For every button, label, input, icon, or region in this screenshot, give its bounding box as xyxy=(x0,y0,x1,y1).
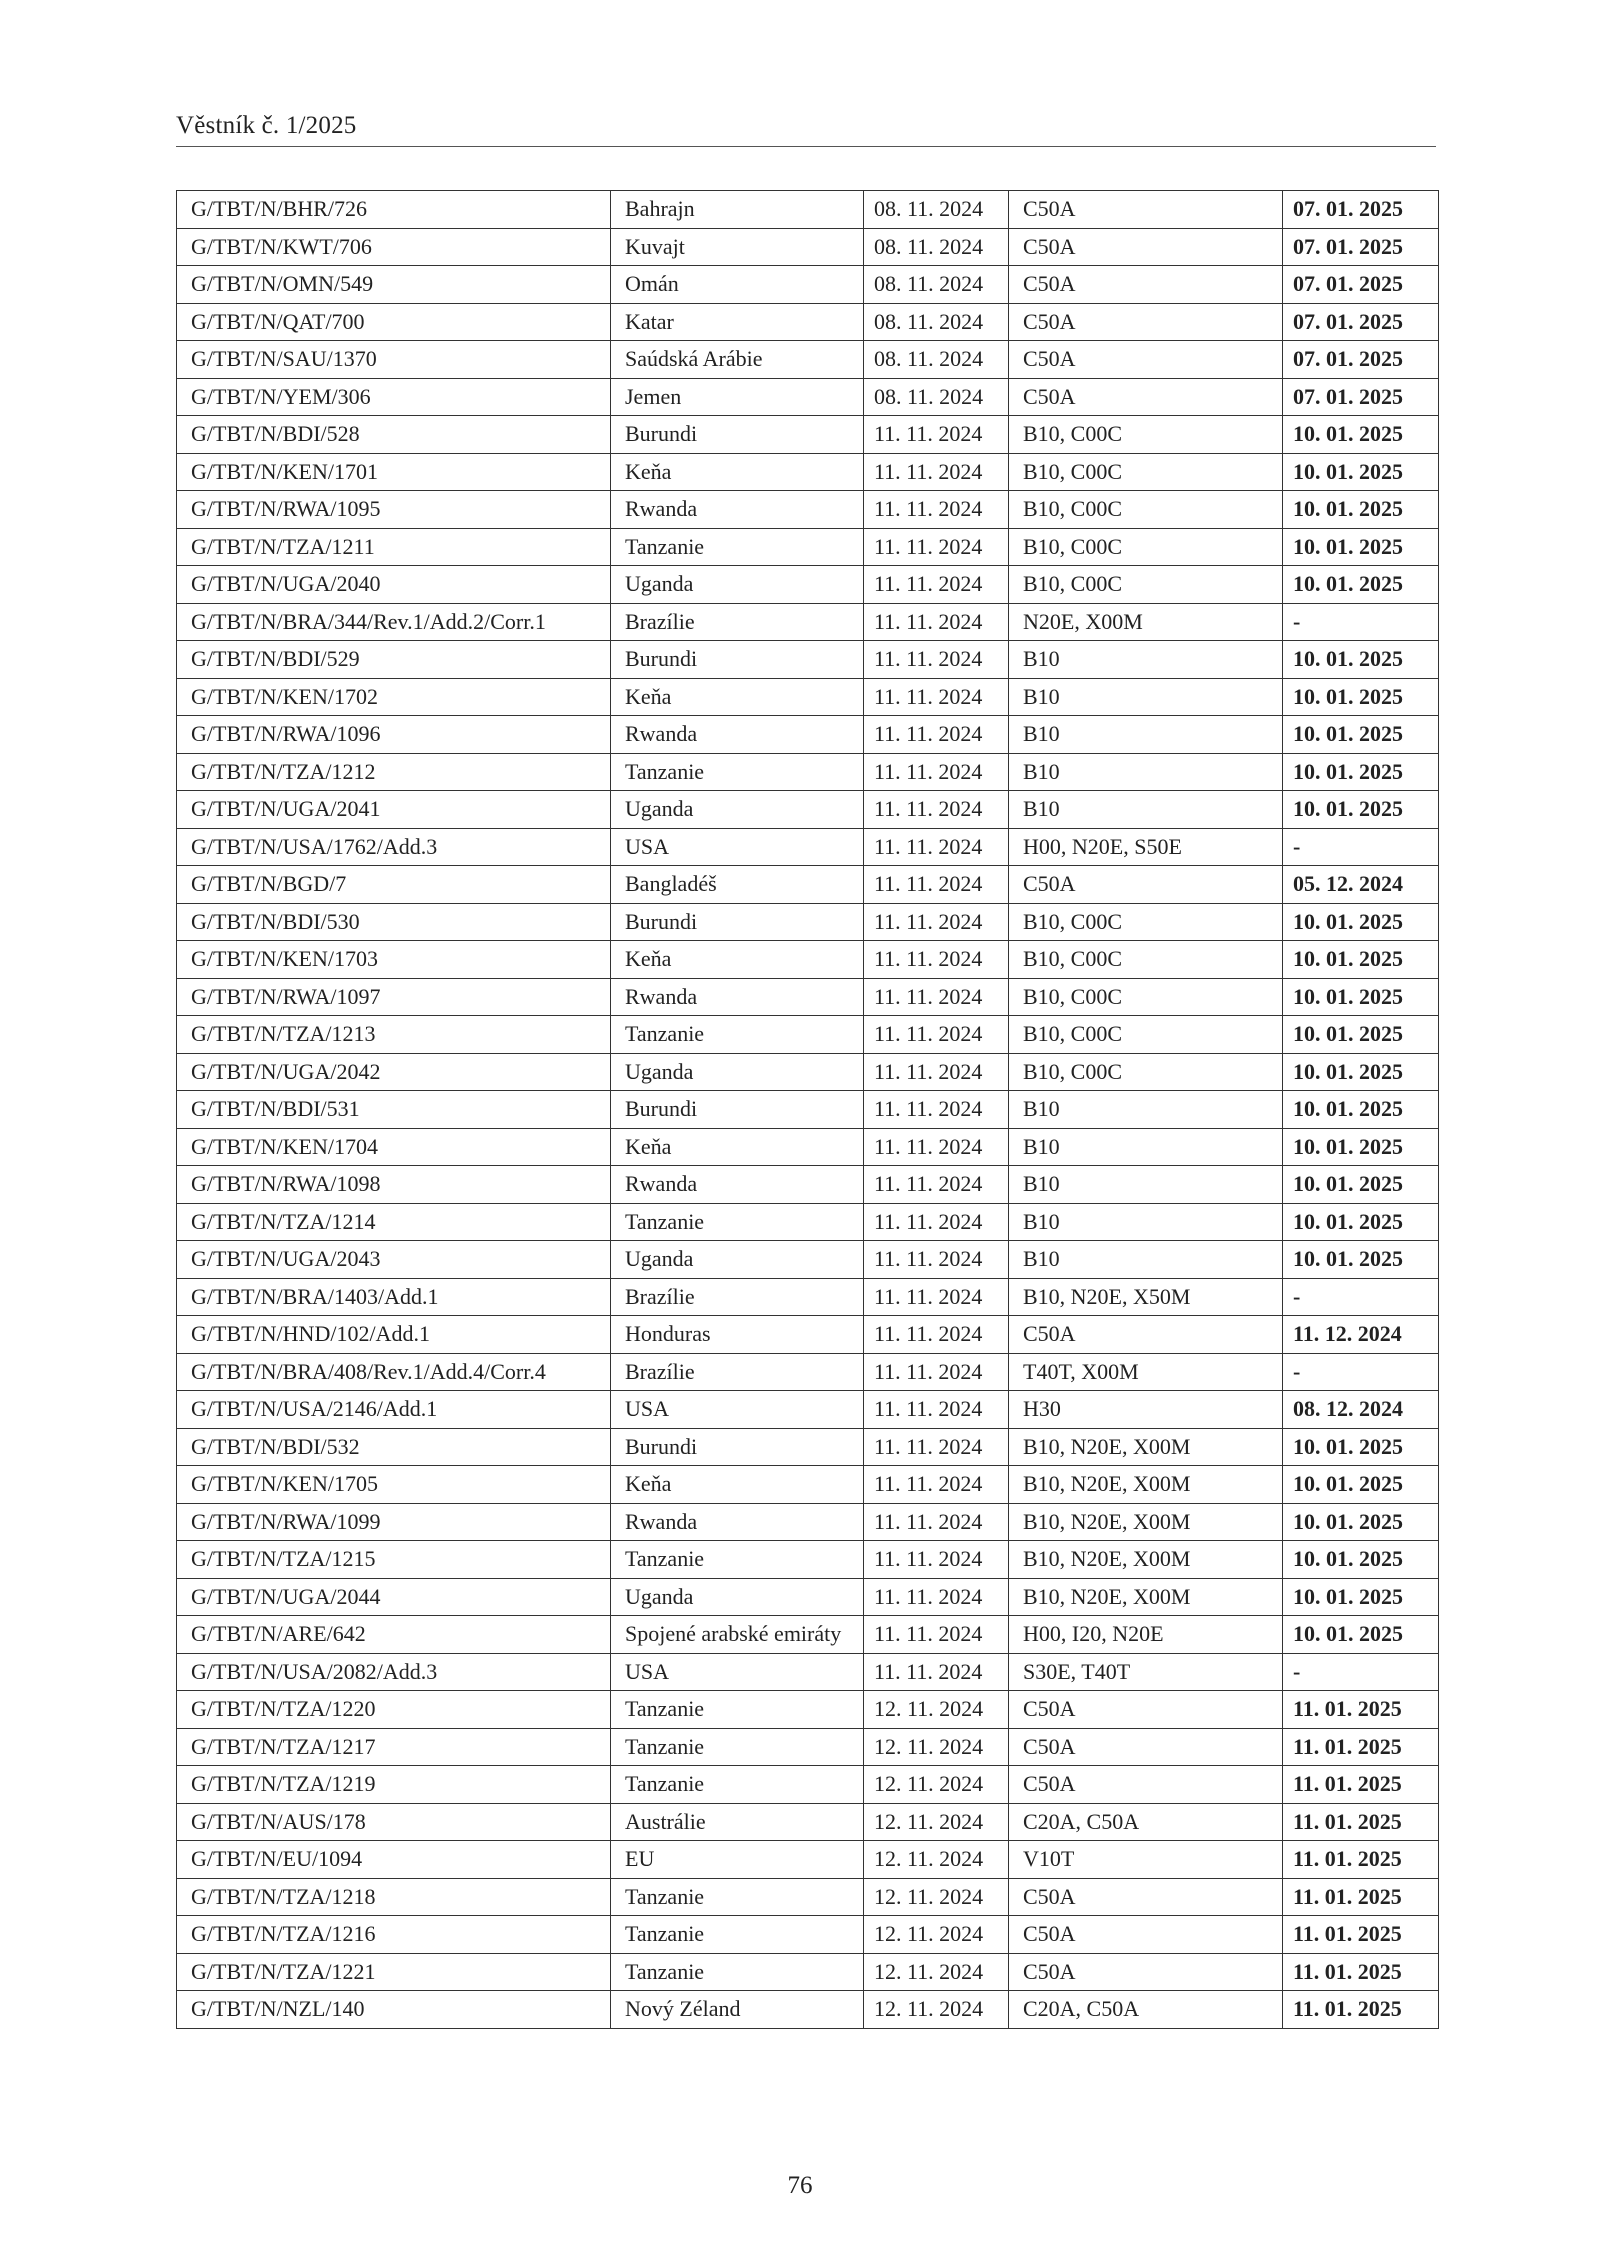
comment-deadline-cell: 11. 12. 2024 xyxy=(1283,1316,1439,1354)
table-row xyxy=(177,303,1439,341)
ics-code-cell: B10, C00C xyxy=(1009,1016,1283,1054)
ics-code-cell: C50A xyxy=(1009,1728,1283,1766)
member-cell: Rwanda xyxy=(611,1166,864,1204)
document-symbol-cell: G/TBT/N/SAU/1370 xyxy=(177,341,611,379)
member-cell: USA xyxy=(611,828,864,866)
comment-deadline-cell: 10. 01. 2025 xyxy=(1283,1241,1439,1279)
table-row xyxy=(177,903,1439,941)
distribution-date-cell: 11. 11. 2024 xyxy=(864,416,1009,454)
distribution-date-cell: 11. 11. 2024 xyxy=(864,1128,1009,1166)
document-symbol-cell: G/TBT/N/BRA/344/Rev.1/Add.2/Corr.1 xyxy=(177,603,611,641)
comment-deadline-cell: 10. 01. 2025 xyxy=(1283,1053,1439,1091)
document-symbol-cell: G/TBT/N/BDI/532 xyxy=(177,1428,611,1466)
running-header: Věstník č. 1/2025 xyxy=(176,112,357,139)
distribution-date-cell: 11. 11. 2024 xyxy=(864,941,1009,979)
document-symbol-cell: G/TBT/N/TZA/1220 xyxy=(177,1691,611,1729)
document-symbol-cell: G/TBT/N/UGA/2042 xyxy=(177,1053,611,1091)
distribution-date-cell: 08. 11. 2024 xyxy=(864,228,1009,266)
comment-deadline-cell: 10. 01. 2025 xyxy=(1283,978,1439,1016)
document-symbol-cell: G/TBT/N/RWA/1096 xyxy=(177,716,611,754)
comment-deadline-cell: - xyxy=(1283,1353,1439,1391)
ics-code-cell: B10 xyxy=(1009,1166,1283,1204)
ics-code-cell: C50A xyxy=(1009,1878,1283,1916)
comment-deadline-cell: 07. 01. 2025 xyxy=(1283,266,1439,304)
comment-deadline-cell: 10. 01. 2025 xyxy=(1283,1578,1439,1616)
distribution-date-cell: 11. 11. 2024 xyxy=(864,1091,1009,1129)
table-row xyxy=(177,228,1439,266)
member-cell: Brazílie xyxy=(611,1278,864,1316)
document-symbol-cell: G/TBT/N/RWA/1095 xyxy=(177,491,611,529)
distribution-date-cell: 08. 11. 2024 xyxy=(864,303,1009,341)
table-row xyxy=(177,1766,1439,1804)
table-row xyxy=(177,1541,1439,1579)
distribution-date-cell: 11. 11. 2024 xyxy=(864,716,1009,754)
table-body xyxy=(177,191,1439,2029)
distribution-date-cell: 11. 11. 2024 xyxy=(864,603,1009,641)
ics-code-cell: C20A, C50A xyxy=(1009,1803,1283,1841)
distribution-date-cell: 11. 11. 2024 xyxy=(864,1428,1009,1466)
document-symbol-cell: G/TBT/N/HND/102/Add.1 xyxy=(177,1316,611,1354)
document-symbol-cell: G/TBT/N/USA/1762/Add.3 xyxy=(177,828,611,866)
member-cell: Bahrajn xyxy=(611,191,864,229)
page-number: 76 xyxy=(787,2172,813,2199)
document-symbol-cell: G/TBT/N/TZA/1211 xyxy=(177,528,611,566)
ics-code-cell: C20A, C50A xyxy=(1009,1991,1283,2029)
member-cell: Rwanda xyxy=(611,491,864,529)
notifications-table xyxy=(176,190,1439,2029)
table-row xyxy=(177,866,1439,904)
member-cell: Tanzanie xyxy=(611,753,864,791)
ics-code-cell: B10, C00C xyxy=(1009,903,1283,941)
distribution-date-cell: 12. 11. 2024 xyxy=(864,1841,1009,1879)
member-cell: Tanzanie xyxy=(611,1016,864,1054)
member-cell: Burundi xyxy=(611,416,864,454)
comment-deadline-cell: - xyxy=(1283,1653,1439,1691)
comment-deadline-cell: 07. 01. 2025 xyxy=(1283,378,1439,416)
table-row xyxy=(177,191,1439,229)
ics-code-cell: C50A xyxy=(1009,191,1283,229)
document-symbol-cell: G/TBT/N/TZA/1214 xyxy=(177,1203,611,1241)
document-symbol-cell: G/TBT/N/KEN/1701 xyxy=(177,453,611,491)
comment-deadline-cell: 10. 01. 2025 xyxy=(1283,1203,1439,1241)
comment-deadline-cell: 11. 01. 2025 xyxy=(1283,1728,1439,1766)
comment-deadline-cell: 11. 01. 2025 xyxy=(1283,1878,1439,1916)
table-row xyxy=(177,1241,1439,1279)
ics-code-cell: B10 xyxy=(1009,641,1283,679)
ics-code-cell: C50A xyxy=(1009,1691,1283,1729)
member-cell: Jemen xyxy=(611,378,864,416)
comment-deadline-cell: 10. 01. 2025 xyxy=(1283,1016,1439,1054)
distribution-date-cell: 08. 11. 2024 xyxy=(864,378,1009,416)
member-cell: Uganda xyxy=(611,1241,864,1279)
comment-deadline-cell: 07. 01. 2025 xyxy=(1283,303,1439,341)
table-row xyxy=(177,1391,1439,1429)
document-symbol-cell: G/TBT/N/TZA/1217 xyxy=(177,1728,611,1766)
document-symbol-cell: G/TBT/N/AUS/178 xyxy=(177,1803,611,1841)
comment-deadline-cell: 07. 01. 2025 xyxy=(1283,228,1439,266)
comment-deadline-cell: 10. 01. 2025 xyxy=(1283,528,1439,566)
ics-code-cell: H30 xyxy=(1009,1391,1283,1429)
member-cell: EU xyxy=(611,1841,864,1879)
distribution-date-cell: 11. 11. 2024 xyxy=(864,678,1009,716)
distribution-date-cell: 11. 11. 2024 xyxy=(864,641,1009,679)
comment-deadline-cell: - xyxy=(1283,828,1439,866)
table-row xyxy=(177,1428,1439,1466)
table-row xyxy=(177,266,1439,304)
document-symbol-cell: G/TBT/N/TZA/1218 xyxy=(177,1878,611,1916)
document-symbol-cell: G/TBT/N/TZA/1221 xyxy=(177,1953,611,1991)
comment-deadline-cell: 10. 01. 2025 xyxy=(1283,1091,1439,1129)
comment-deadline-cell: 10. 01. 2025 xyxy=(1283,453,1439,491)
document-symbol-cell: G/TBT/N/QAT/700 xyxy=(177,303,611,341)
table-row xyxy=(177,828,1439,866)
comment-deadline-cell: 10. 01. 2025 xyxy=(1283,1428,1439,1466)
distribution-date-cell: 11. 11. 2024 xyxy=(864,791,1009,829)
distribution-date-cell: 11. 11. 2024 xyxy=(864,1278,1009,1316)
document-symbol-cell: G/TBT/N/BDI/529 xyxy=(177,641,611,679)
ics-code-cell: B10 xyxy=(1009,753,1283,791)
member-cell: Tanzanie xyxy=(611,1541,864,1579)
ics-code-cell: B10, N20E, X00M xyxy=(1009,1503,1283,1541)
ics-code-cell: V10T xyxy=(1009,1841,1283,1879)
member-cell: Katar xyxy=(611,303,864,341)
distribution-date-cell: 12. 11. 2024 xyxy=(864,1803,1009,1841)
member-cell: Honduras xyxy=(611,1316,864,1354)
ics-code-cell: B10, N20E, X00M xyxy=(1009,1428,1283,1466)
member-cell: Tanzanie xyxy=(611,1766,864,1804)
table-row xyxy=(177,1466,1439,1504)
member-cell: Brazílie xyxy=(611,1353,864,1391)
ics-code-cell: C50A xyxy=(1009,866,1283,904)
table-row xyxy=(177,753,1439,791)
member-cell: Keňa xyxy=(611,1128,864,1166)
table-row xyxy=(177,1953,1439,1991)
document-symbol-cell: G/TBT/N/BDI/528 xyxy=(177,416,611,454)
distribution-date-cell: 12. 11. 2024 xyxy=(864,1916,1009,1954)
ics-code-cell: C50A xyxy=(1009,1766,1283,1804)
ics-code-cell: B10 xyxy=(1009,791,1283,829)
ics-code-cell: B10, C00C xyxy=(1009,528,1283,566)
ics-code-cell: B10, C00C xyxy=(1009,978,1283,1016)
ics-code-cell: B10 xyxy=(1009,1128,1283,1166)
document-symbol-cell: G/TBT/N/TZA/1219 xyxy=(177,1766,611,1804)
comment-deadline-cell: 10. 01. 2025 xyxy=(1283,1503,1439,1541)
document-symbol-cell: G/TBT/N/EU/1094 xyxy=(177,1841,611,1879)
comment-deadline-cell: 10. 01. 2025 xyxy=(1283,416,1439,454)
document-symbol-cell: G/TBT/N/BRA/408/Rev.1/Add.4/Corr.4 xyxy=(177,1353,611,1391)
table-row xyxy=(177,1878,1439,1916)
comment-deadline-cell: 05. 12. 2024 xyxy=(1283,866,1439,904)
table-row xyxy=(177,1653,1439,1691)
ics-code-cell: B10, C00C xyxy=(1009,1053,1283,1091)
document-symbol-cell: G/TBT/N/KWT/706 xyxy=(177,228,611,266)
comment-deadline-cell: 11. 01. 2025 xyxy=(1283,1991,1439,2029)
table-row xyxy=(177,416,1439,454)
member-cell: Uganda xyxy=(611,1053,864,1091)
member-cell: Omán xyxy=(611,266,864,304)
ics-code-cell: B10, N20E, X00M xyxy=(1009,1466,1283,1504)
document-symbol-cell: G/TBT/N/KEN/1705 xyxy=(177,1466,611,1504)
table-row xyxy=(177,341,1439,379)
distribution-date-cell: 11. 11. 2024 xyxy=(864,1316,1009,1354)
document-symbol-cell: G/TBT/N/OMN/549 xyxy=(177,266,611,304)
member-cell: Tanzanie xyxy=(611,1203,864,1241)
distribution-date-cell: 11. 11. 2024 xyxy=(864,528,1009,566)
table-row xyxy=(177,378,1439,416)
distribution-date-cell: 08. 11. 2024 xyxy=(864,341,1009,379)
member-cell: Tanzanie xyxy=(611,1953,864,1991)
document-symbol-cell: G/TBT/N/BRA/1403/Add.1 xyxy=(177,1278,611,1316)
distribution-date-cell: 12. 11. 2024 xyxy=(864,1878,1009,1916)
comment-deadline-cell: 07. 01. 2025 xyxy=(1283,191,1439,229)
comment-deadline-cell: 11. 01. 2025 xyxy=(1283,1766,1439,1804)
comment-deadline-cell: 10. 01. 2025 xyxy=(1283,1616,1439,1654)
table-row xyxy=(177,1166,1439,1204)
member-cell: USA xyxy=(611,1653,864,1691)
table-row xyxy=(177,1053,1439,1091)
document-symbol-cell: G/TBT/N/UGA/2044 xyxy=(177,1578,611,1616)
document-symbol-cell: G/TBT/N/KEN/1702 xyxy=(177,678,611,716)
distribution-date-cell: 11. 11. 2024 xyxy=(864,1503,1009,1541)
table-row xyxy=(177,978,1439,1016)
header-rule xyxy=(176,146,1436,147)
distribution-date-cell: 11. 11. 2024 xyxy=(864,1391,1009,1429)
comment-deadline-cell: 10. 01. 2025 xyxy=(1283,716,1439,754)
comment-deadline-cell: 08. 12. 2024 xyxy=(1283,1391,1439,1429)
ics-code-cell: B10 xyxy=(1009,1091,1283,1129)
member-cell: Kuvajt xyxy=(611,228,864,266)
ics-code-cell: B10 xyxy=(1009,716,1283,754)
member-cell: Tanzanie xyxy=(611,1916,864,1954)
member-cell: Keňa xyxy=(611,941,864,979)
document-symbol-cell: G/TBT/N/YEM/306 xyxy=(177,378,611,416)
member-cell: Keňa xyxy=(611,453,864,491)
document-symbol-cell: G/TBT/N/BHR/726 xyxy=(177,191,611,229)
table-row xyxy=(177,1728,1439,1766)
comment-deadline-cell: - xyxy=(1283,603,1439,641)
distribution-date-cell: 12. 11. 2024 xyxy=(864,1766,1009,1804)
document-symbol-cell: G/TBT/N/RWA/1098 xyxy=(177,1166,611,1204)
ics-code-cell: C50A xyxy=(1009,1316,1283,1354)
distribution-date-cell: 11. 11. 2024 xyxy=(864,828,1009,866)
ics-code-cell: B10 xyxy=(1009,1241,1283,1279)
distribution-date-cell: 12. 11. 2024 xyxy=(864,1728,1009,1766)
distribution-date-cell: 12. 11. 2024 xyxy=(864,1691,1009,1729)
comment-deadline-cell: 11. 01. 2025 xyxy=(1283,1916,1439,1954)
member-cell: Rwanda xyxy=(611,1503,864,1541)
distribution-date-cell: 11. 11. 2024 xyxy=(864,1466,1009,1504)
table-row xyxy=(177,1691,1439,1729)
table-row xyxy=(177,1016,1439,1054)
member-cell: Saúdská Arábie xyxy=(611,341,864,379)
member-cell: Burundi xyxy=(611,903,864,941)
document-symbol-cell: G/TBT/N/USA/2082/Add.3 xyxy=(177,1653,611,1691)
distribution-date-cell: 11. 11. 2024 xyxy=(864,1541,1009,1579)
document-symbol-cell: G/TBT/N/TZA/1212 xyxy=(177,753,611,791)
distribution-date-cell: 11. 11. 2024 xyxy=(864,566,1009,604)
table-row xyxy=(177,1503,1439,1541)
document-symbol-cell: G/TBT/N/USA/2146/Add.1 xyxy=(177,1391,611,1429)
table-row xyxy=(177,716,1439,754)
comment-deadline-cell: 11. 01. 2025 xyxy=(1283,1691,1439,1729)
member-cell: Uganda xyxy=(611,1578,864,1616)
document-symbol-cell: G/TBT/N/UGA/2041 xyxy=(177,791,611,829)
distribution-date-cell: 11. 11. 2024 xyxy=(864,1578,1009,1616)
document-symbol-cell: G/TBT/N/TZA/1213 xyxy=(177,1016,611,1054)
member-cell: Burundi xyxy=(611,1428,864,1466)
distribution-date-cell: 11. 11. 2024 xyxy=(864,1616,1009,1654)
ics-code-cell: B10, N20E, X00M xyxy=(1009,1541,1283,1579)
document-symbol-cell: G/TBT/N/UGA/2043 xyxy=(177,1241,611,1279)
document-symbol-cell: G/TBT/N/UGA/2040 xyxy=(177,566,611,604)
member-cell: Spojené arabské emiráty xyxy=(611,1616,864,1654)
distribution-date-cell: 11. 11. 2024 xyxy=(864,978,1009,1016)
comment-deadline-cell: 10. 01. 2025 xyxy=(1283,791,1439,829)
comment-deadline-cell: 11. 01. 2025 xyxy=(1283,1803,1439,1841)
comment-deadline-cell: 10. 01. 2025 xyxy=(1283,1128,1439,1166)
ics-code-cell: B10, N20E, X00M xyxy=(1009,1578,1283,1616)
distribution-date-cell: 11. 11. 2024 xyxy=(864,491,1009,529)
comment-deadline-cell: 10. 01. 2025 xyxy=(1283,903,1439,941)
comment-deadline-cell: 11. 01. 2025 xyxy=(1283,1953,1439,1991)
document-symbol-cell: G/TBT/N/NZL/140 xyxy=(177,1991,611,2029)
member-cell: Tanzanie xyxy=(611,1691,864,1729)
distribution-date-cell: 11. 11. 2024 xyxy=(864,453,1009,491)
comment-deadline-cell: 10. 01. 2025 xyxy=(1283,941,1439,979)
ics-code-cell: B10, N20E, X50M xyxy=(1009,1278,1283,1316)
member-cell: USA xyxy=(611,1391,864,1429)
ics-code-cell: C50A xyxy=(1009,378,1283,416)
document-symbol-cell: G/TBT/N/RWA/1099 xyxy=(177,1503,611,1541)
document-symbol-cell: G/TBT/N/KEN/1704 xyxy=(177,1128,611,1166)
distribution-date-cell: 11. 11. 2024 xyxy=(864,1053,1009,1091)
distribution-date-cell: 11. 11. 2024 xyxy=(864,1241,1009,1279)
comment-deadline-cell: 11. 01. 2025 xyxy=(1283,1841,1439,1879)
table-row xyxy=(177,566,1439,604)
comment-deadline-cell: 10. 01. 2025 xyxy=(1283,1166,1439,1204)
ics-code-cell: B10 xyxy=(1009,678,1283,716)
table-row xyxy=(177,641,1439,679)
distribution-date-cell: 11. 11. 2024 xyxy=(864,1353,1009,1391)
table-row xyxy=(177,453,1439,491)
member-cell: Rwanda xyxy=(611,978,864,1016)
table-row xyxy=(177,1578,1439,1616)
document-symbol-cell: G/TBT/N/TZA/1215 xyxy=(177,1541,611,1579)
comment-deadline-cell: 10. 01. 2025 xyxy=(1283,566,1439,604)
ics-code-cell: C50A xyxy=(1009,228,1283,266)
table-row xyxy=(177,1803,1439,1841)
member-cell: Burundi xyxy=(611,1091,864,1129)
ics-code-cell: B10, C00C xyxy=(1009,566,1283,604)
ics-code-cell: H00, N20E, S50E xyxy=(1009,828,1283,866)
distribution-date-cell: 11. 11. 2024 xyxy=(864,753,1009,791)
document-symbol-cell: G/TBT/N/KEN/1703 xyxy=(177,941,611,979)
comment-deadline-cell: 10. 01. 2025 xyxy=(1283,1466,1439,1504)
distribution-date-cell: 12. 11. 2024 xyxy=(864,1953,1009,1991)
table-row xyxy=(177,528,1439,566)
ics-code-cell: B10, C00C xyxy=(1009,453,1283,491)
member-cell: Uganda xyxy=(611,791,864,829)
distribution-date-cell: 11. 11. 2024 xyxy=(864,866,1009,904)
ics-code-cell: B10 xyxy=(1009,1203,1283,1241)
table-row xyxy=(177,1091,1439,1129)
ics-code-cell: B10, C00C xyxy=(1009,941,1283,979)
member-cell: Tanzanie xyxy=(611,1728,864,1766)
ics-code-cell: T40T, X00M xyxy=(1009,1353,1283,1391)
document-symbol-cell: G/TBT/N/BDI/530 xyxy=(177,903,611,941)
table-row xyxy=(177,941,1439,979)
comment-deadline-cell: 07. 01. 2025 xyxy=(1283,341,1439,379)
document-symbol-cell: G/TBT/N/TZA/1216 xyxy=(177,1916,611,1954)
distribution-date-cell: 08. 11. 2024 xyxy=(864,266,1009,304)
member-cell: Brazílie xyxy=(611,603,864,641)
ics-code-cell: C50A xyxy=(1009,1916,1283,1954)
distribution-date-cell: 11. 11. 2024 xyxy=(864,1653,1009,1691)
ics-code-cell: B10, C00C xyxy=(1009,416,1283,454)
table-row xyxy=(177,603,1439,641)
member-cell: Nový Zéland xyxy=(611,1991,864,2029)
table-row xyxy=(177,491,1439,529)
document-symbol-cell: G/TBT/N/BGD/7 xyxy=(177,866,611,904)
ics-code-cell: B10, C00C xyxy=(1009,491,1283,529)
distribution-date-cell: 11. 11. 2024 xyxy=(864,1203,1009,1241)
document-symbol-cell: G/TBT/N/RWA/1097 xyxy=(177,978,611,1016)
comment-deadline-cell: - xyxy=(1283,1278,1439,1316)
ics-code-cell: C50A xyxy=(1009,266,1283,304)
table-row xyxy=(177,1841,1439,1879)
ics-code-cell: C50A xyxy=(1009,341,1283,379)
table-row xyxy=(177,678,1439,716)
member-cell: Uganda xyxy=(611,566,864,604)
member-cell: Keňa xyxy=(611,1466,864,1504)
member-cell: Burundi xyxy=(611,641,864,679)
document-symbol-cell: G/TBT/N/ARE/642 xyxy=(177,1616,611,1654)
table-row xyxy=(177,1203,1439,1241)
distribution-date-cell: 08. 11. 2024 xyxy=(864,191,1009,229)
table-row xyxy=(177,1128,1439,1166)
table-row xyxy=(177,1616,1439,1654)
table-row xyxy=(177,1278,1439,1316)
table-row xyxy=(177,791,1439,829)
ics-code-cell: H00, I20, N20E xyxy=(1009,1616,1283,1654)
member-cell: Bangladéš xyxy=(611,866,864,904)
table-row xyxy=(177,1353,1439,1391)
ics-code-cell: S30E, T40T xyxy=(1009,1653,1283,1691)
comment-deadline-cell: 10. 01. 2025 xyxy=(1283,491,1439,529)
comment-deadline-cell: 10. 01. 2025 xyxy=(1283,753,1439,791)
distribution-date-cell: 12. 11. 2024 xyxy=(864,1991,1009,2029)
member-cell: Tanzanie xyxy=(611,1878,864,1916)
member-cell: Rwanda xyxy=(611,716,864,754)
distribution-date-cell: 11. 11. 2024 xyxy=(864,903,1009,941)
distribution-date-cell: 11. 11. 2024 xyxy=(864,1166,1009,1204)
distribution-date-cell: 11. 11. 2024 xyxy=(864,1016,1009,1054)
ics-code-cell: C50A xyxy=(1009,303,1283,341)
comment-deadline-cell: 10. 01. 2025 xyxy=(1283,1541,1439,1579)
ics-code-cell: N20E, X00M xyxy=(1009,603,1283,641)
ics-code-cell: C50A xyxy=(1009,1953,1283,1991)
table-row xyxy=(177,1991,1439,2029)
member-cell: Tanzanie xyxy=(611,528,864,566)
table-row xyxy=(177,1916,1439,1954)
member-cell: Keňa xyxy=(611,678,864,716)
document-symbol-cell: G/TBT/N/BDI/531 xyxy=(177,1091,611,1129)
table-row xyxy=(177,1316,1439,1354)
member-cell: Austrálie xyxy=(611,1803,864,1841)
comment-deadline-cell: 10. 01. 2025 xyxy=(1283,641,1439,679)
comment-deadline-cell: 10. 01. 2025 xyxy=(1283,678,1439,716)
